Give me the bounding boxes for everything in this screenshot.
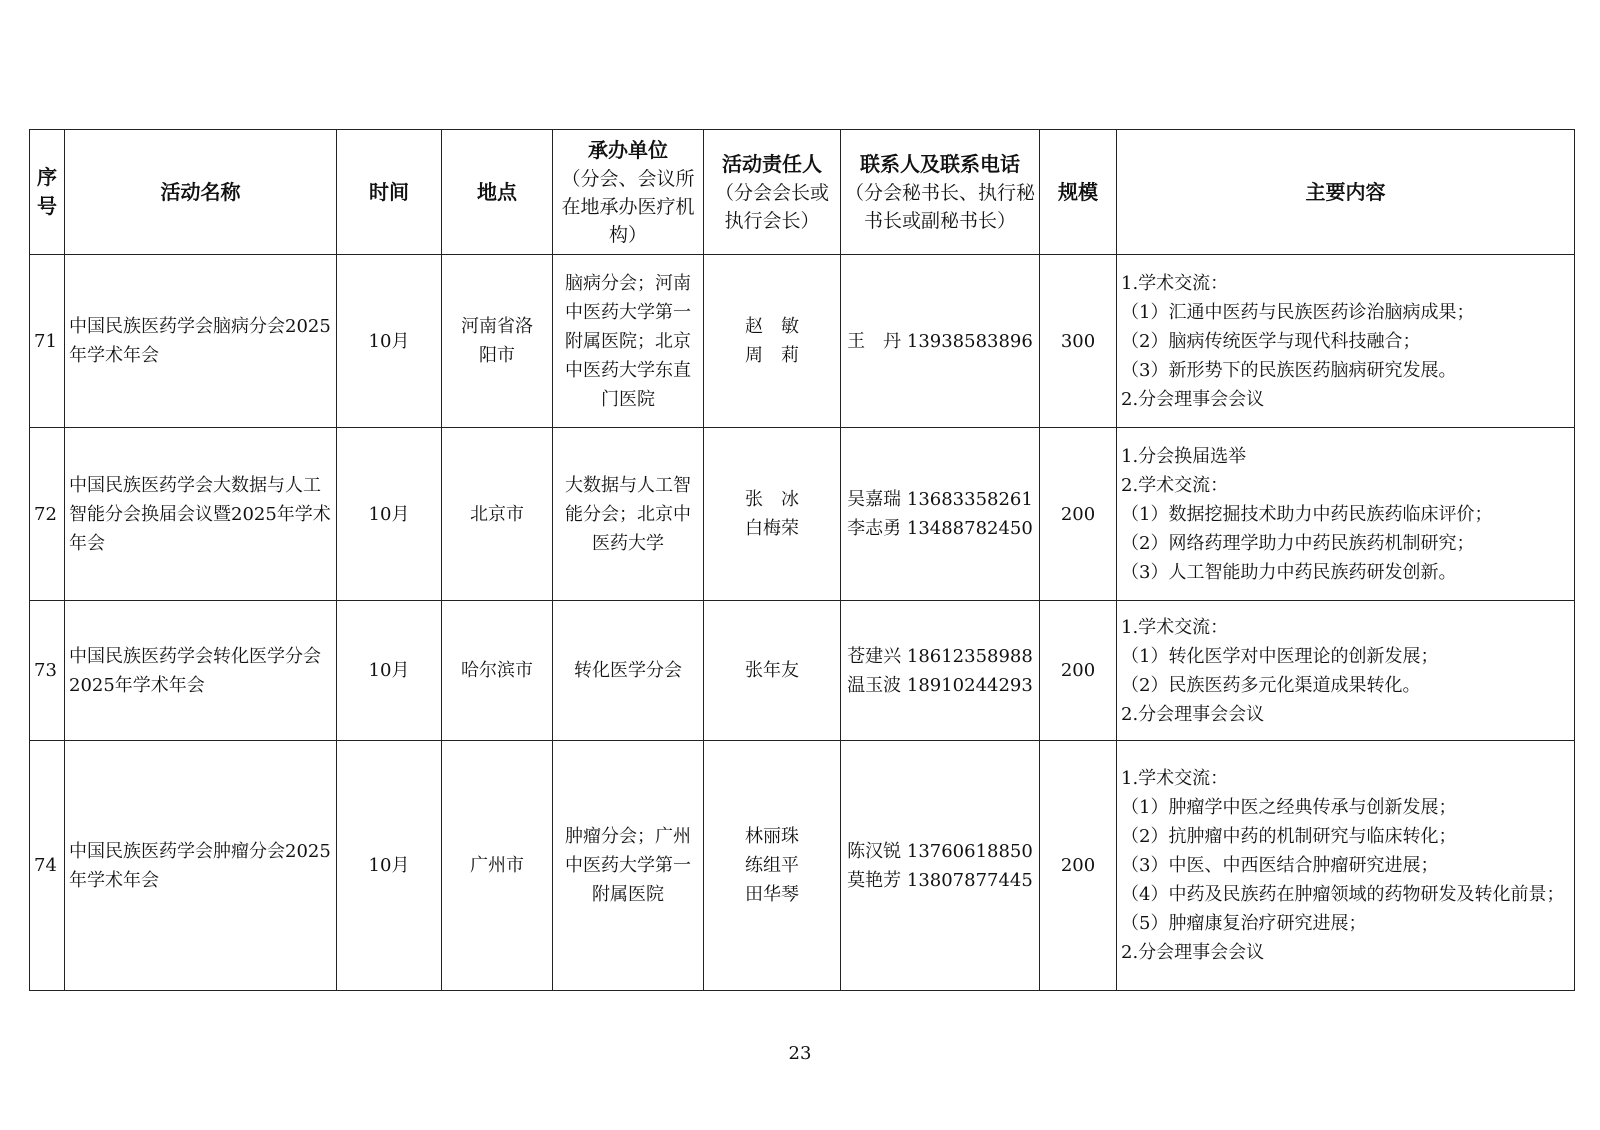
table-row <box>30 601 1575 741</box>
row-seq: 72 <box>30 428 65 601</box>
row-place: 哈尔滨市 <box>442 601 553 741</box>
content-line: （2）民族医药多元化渠道成果转化。 <box>1121 674 1421 696</box>
content-line: 1.学术交流： <box>1121 616 1229 638</box>
content-line: （1）转化医学对中医理论的创新发展； <box>1121 645 1439 667</box>
leader-name: 田华琴 <box>745 884 799 905</box>
header-leader <box>704 130 841 255</box>
header-content: 主要内容 <box>1117 130 1575 255</box>
row-seq: 73 <box>30 601 65 741</box>
row-place: 河南省洛阳市 <box>442 255 553 428</box>
content-line: （1）数据挖掘技术助力中药民族药临床评价； <box>1121 503 1493 525</box>
row-contacts <box>841 255 1040 428</box>
table-row <box>30 741 1575 991</box>
row-host: 大数据与人工智能分会；北京中医药大学 <box>553 428 704 601</box>
row-time: 10月 <box>337 428 442 601</box>
row-place: 北京市 <box>442 428 553 601</box>
header-contact-title: 联系人及联系电话 <box>860 152 1020 176</box>
content-line: （2）脑病传统医学与现代科技融合； <box>1121 330 1421 352</box>
row-content <box>1117 428 1575 601</box>
contact-line: 苍建兴 18612358988 <box>847 645 1033 667</box>
contact-line: 陈汉锐 13760618850 <box>847 840 1033 862</box>
row-host: 肿瘤分会；广州中医药大学第一附属医院 <box>553 741 704 991</box>
row-time: 10月 <box>337 741 442 991</box>
contact-line: 温玉波 18910244293 <box>847 674 1033 696</box>
contact-line: 莫艳芳 13807877445 <box>847 869 1033 891</box>
header-place: 地点 <box>442 130 553 255</box>
header-time: 时间 <box>337 130 442 255</box>
content-line: （2）网络药理学助力中药民族药机制研究； <box>1121 532 1475 554</box>
header-host <box>553 130 704 255</box>
row-place: 广州市 <box>442 741 553 991</box>
content-line: （4）中药及民族药在肿瘤领域的药物研发及转化前景； <box>1121 884 1565 905</box>
leader-name: 张年友 <box>745 660 799 681</box>
row-leaders <box>704 601 841 741</box>
row-scale: 200 <box>1040 428 1117 601</box>
header-host-sub: （分会、会议所在地承办医疗机构） <box>561 168 695 246</box>
row-content <box>1117 601 1575 741</box>
header-host-title: 承办单位 <box>588 138 668 162</box>
row-seq: 71 <box>30 255 65 428</box>
leader-name: 林丽珠 <box>745 826 799 847</box>
content-line: （3）人工智能助力中药民族药研发创新。 <box>1121 561 1457 583</box>
contact-line: 李志勇 13488782450 <box>847 518 1033 539</box>
row-leaders <box>704 255 841 428</box>
row-host: 脑病分会；河南中医药大学第一附属医院；北京中医药大学东直门医院 <box>553 255 704 428</box>
row-leaders <box>704 428 841 601</box>
header-name: 活动名称 <box>65 130 337 255</box>
content-line: 1.学术交流： <box>1121 272 1229 294</box>
row-contacts <box>841 741 1040 991</box>
content-line: （5）肿瘤康复治疗研究进展； <box>1121 913 1367 934</box>
leader-name: 练组平 <box>745 855 799 876</box>
table-row <box>30 428 1575 601</box>
leader-name: 周 莉 <box>745 345 799 366</box>
content-line: 2.分会理事会会议 <box>1121 942 1265 963</box>
header-seq: 序号 <box>30 130 65 255</box>
content-line: （3）中医、中西医结合肿瘤研究进展； <box>1121 855 1439 876</box>
leader-name: 赵 敏 <box>745 316 799 337</box>
header-contact-sub: （分会秘书长、执行秘书长或副秘书长） <box>844 182 1035 232</box>
row-name: 中国民族医药学会转化医学分会2025年学术年会 <box>65 601 337 741</box>
content-line: 2.学术交流： <box>1121 474 1229 496</box>
content-line: （2）抗肿瘤中药的机制研究与临床转化； <box>1121 826 1457 847</box>
row-contacts <box>841 601 1040 741</box>
row-content <box>1117 741 1575 991</box>
header-row <box>30 130 1575 255</box>
row-scale: 300 <box>1040 255 1117 428</box>
content-line: （1）肿瘤学中医之经典传承与创新发展； <box>1121 797 1457 818</box>
row-host: 转化医学分会 <box>553 601 704 741</box>
content-line: 1.学术交流： <box>1121 768 1229 789</box>
activity-table <box>29 129 1575 991</box>
contact-line: 吴嘉瑞 13683358261 <box>847 489 1033 510</box>
row-content <box>1117 255 1575 428</box>
header-contact <box>841 130 1040 255</box>
row-scale: 200 <box>1040 601 1117 741</box>
row-name: 中国民族医药学会肿瘤分会2025年学术年会 <box>65 741 337 991</box>
row-seq: 74 <box>30 741 65 991</box>
contact-line: 王 丹 13938583896 <box>847 330 1033 352</box>
row-contacts <box>841 428 1040 601</box>
row-name: 中国民族医药学会脑病分会2025年学术年会 <box>65 255 337 428</box>
leader-name: 张 冰 <box>745 489 799 510</box>
content-line: （3）新形势下的民族医药脑病研究发展。 <box>1121 359 1457 381</box>
content-line: 2.分会理事会会议 <box>1121 388 1265 410</box>
content-line: 2.分会理事会会议 <box>1121 703 1265 725</box>
page-number: 23 <box>788 1043 812 1064</box>
row-scale: 200 <box>1040 741 1117 991</box>
header-leader-sub: （分会会长或执行会长） <box>714 182 829 232</box>
content-line: （1）汇通中医药与民族医药诊治脑病成果； <box>1121 301 1475 323</box>
leader-name: 白梅荣 <box>745 518 799 539</box>
header-leader-title: 活动责任人 <box>722 152 822 176</box>
table-row <box>30 255 1575 428</box>
header-scale: 规模 <box>1040 130 1117 255</box>
row-time: 10月 <box>337 255 442 428</box>
row-name: 中国民族医药学会大数据与人工智能分会换届会议暨2025年学术年会 <box>65 428 337 601</box>
row-leaders <box>704 741 841 991</box>
row-time: 10月 <box>337 601 442 741</box>
content-line: 1.分会换届选举 <box>1121 445 1247 467</box>
